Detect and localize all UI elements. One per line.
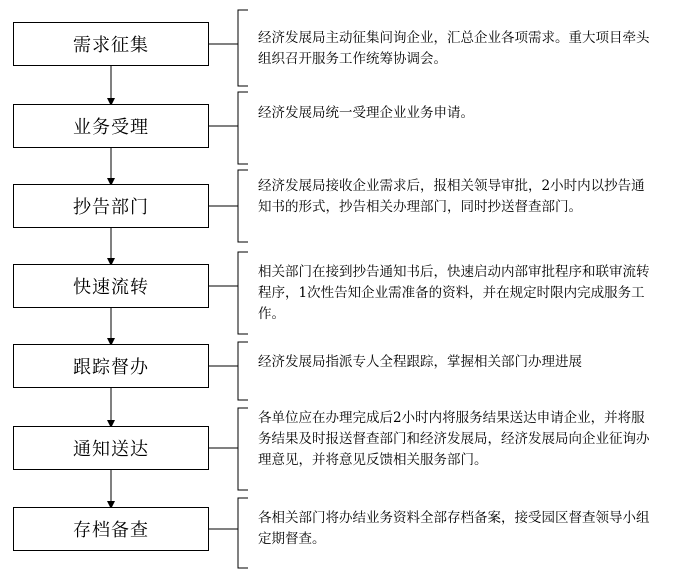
step-box-6: 通知送达 (13, 426, 209, 470)
step-box-3: 抄告部门 (13, 184, 209, 228)
step-description-6: 各单位应在办理完成后2小时内将服务结果送达申请企业，并将服务结果及时报送督查部门和经济发展局，经济发展局向企业征询办理意见，并将意见反馈相关服务部门。 (258, 410, 650, 468)
description-bracket (238, 10, 248, 86)
description-bracket (238, 498, 248, 568)
description-bracket (238, 92, 248, 164)
description-bracket (238, 408, 248, 490)
step-description-2: 经济发展局统一受理企业业务申请。 (258, 105, 474, 121)
description-bracket (238, 170, 248, 242)
step-description-1: 经济发展局主动征集问询企业，汇总企业各项需求。重大项目牵头组织召开服务工作统筹协调会。 (258, 30, 650, 67)
step-description-3: 经济发展局接收企业需求后，报相关领导审批，2小时内以抄告通知书的形式，抄告相关办理部门，同时抄送督查部门。 (258, 178, 645, 215)
step-box-1: 需求征集 (13, 22, 209, 66)
step-box-5: 跟踪督办 (13, 344, 209, 388)
step-box-7: 存档备查 (13, 507, 209, 551)
step-box-2: 业务受理 (13, 104, 209, 148)
description-bracket (238, 342, 248, 400)
step-box-4: 快速流转 (13, 264, 209, 308)
step-description-4: 相关部门在接到抄告通知书后，快速启动内部审批程序和联审流转程序，1次性告知企业需准备的资料，并在规定时限内完成服务工作。 (258, 264, 650, 322)
step-description-5: 经济发展局指派专人全程跟踪，掌握相关部门办理进展 (258, 354, 582, 370)
description-bracket (238, 252, 248, 334)
step-description-7: 各相关部门将办结业务资料全部存档备案，接受园区督查领导小组定期督查。 (258, 510, 650, 547)
